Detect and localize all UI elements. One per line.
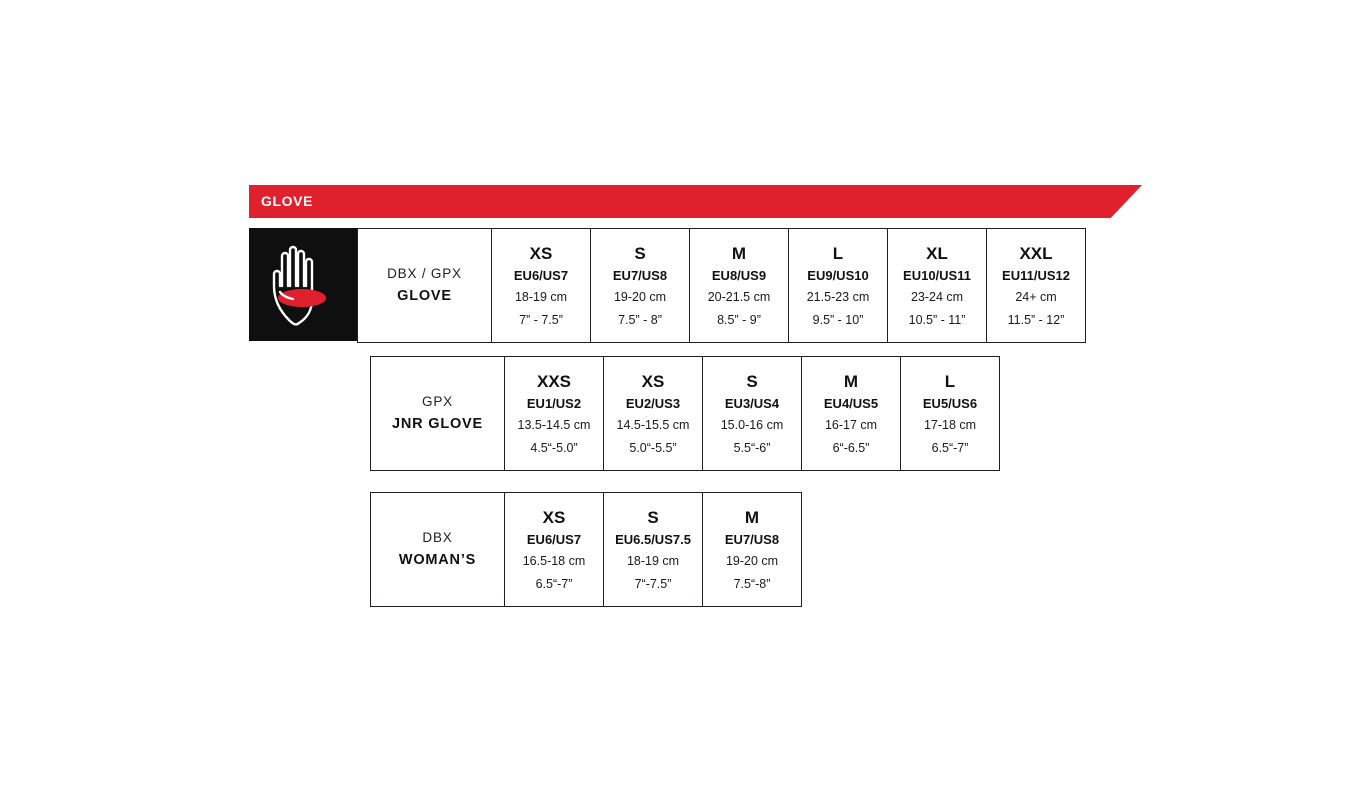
table-row — [358, 229, 1086, 343]
size-inch: 7” - 7.5” — [519, 313, 563, 328]
size-cell-xl — [888, 229, 987, 343]
banner-title: GLOVE — [261, 193, 314, 209]
size-table-gpx-jnr-glove — [370, 356, 1000, 471]
size-cm: 15.0-16 cm — [720, 418, 784, 433]
size-name: L — [944, 371, 956, 391]
size-inch: 6.5“-7” — [931, 441, 969, 456]
row-label-bottom: JNR GLOVE — [392, 415, 483, 432]
size-euus: EU11/US12 — [1002, 268, 1070, 284]
size-inch: 7.5” - 8” — [618, 313, 662, 328]
row-label-top: GPX — [422, 393, 453, 409]
size-cell-s — [703, 357, 802, 471]
size-table-block-dbx-womans — [370, 492, 802, 607]
size-cm: 20-21.5 cm — [707, 290, 771, 305]
size-cell-xs — [505, 493, 604, 607]
size-cell-xxs — [505, 357, 604, 471]
size-cell-s — [591, 229, 690, 343]
size-cell-s — [604, 493, 703, 607]
size-name: S — [634, 243, 646, 263]
size-inch: 9.5” - 10” — [812, 313, 864, 328]
size-euus: EU6.5/US7.5 — [615, 532, 691, 548]
size-name: XXL — [1019, 243, 1053, 263]
size-inch: 6.5“-7” — [535, 577, 573, 592]
size-cm: 14.5-15.5 cm — [616, 418, 690, 433]
table-row — [371, 357, 1000, 471]
size-table-block-dbx-gpx-glove — [249, 228, 1086, 343]
row-label-cell — [358, 229, 492, 343]
size-name: XXS — [536, 371, 572, 391]
size-cm: 18-19 cm — [514, 290, 568, 305]
glove-hand-icon — [249, 228, 357, 341]
size-euus: EU6/US7 — [526, 532, 582, 548]
size-name: M — [731, 243, 747, 263]
size-name: S — [647, 507, 659, 527]
size-cell-m — [690, 229, 789, 343]
size-euus: EU7/US8 — [724, 532, 780, 548]
size-inch: 5.0“-5.5” — [629, 441, 677, 456]
size-name: L — [832, 243, 844, 263]
size-cm: 19-20 cm — [613, 290, 667, 305]
row-label-cell — [371, 357, 505, 471]
size-name: XS — [641, 371, 665, 391]
size-euus: EU3/US4 — [724, 396, 780, 412]
size-cell-xs — [604, 357, 703, 471]
size-name: M — [843, 371, 859, 391]
size-euus: EU6/US7 — [513, 268, 569, 284]
size-inch: 10.5” - 11” — [908, 313, 966, 328]
size-cell-m — [802, 357, 901, 471]
size-euus: EU9/US10 — [807, 268, 869, 284]
row-label-top: DBX — [422, 529, 453, 545]
size-cell-l — [901, 357, 1000, 471]
size-name: XS — [529, 243, 553, 263]
size-table-dbx-gpx-glove — [357, 228, 1086, 343]
banner-shape — [249, 185, 1142, 218]
size-cell-l — [789, 229, 888, 343]
size-euus: EU7/US8 — [612, 268, 668, 284]
size-cm: 17-18 cm — [923, 418, 977, 433]
size-euus: EU8/US9 — [711, 268, 767, 284]
size-inch: 7.5“-8” — [733, 577, 771, 592]
table-row — [371, 493, 802, 607]
size-name: XL — [926, 243, 948, 263]
size-euus: EU4/US5 — [823, 396, 879, 412]
row-label-top: DBX / GPX — [387, 265, 462, 281]
size-cm: 18-19 cm — [626, 554, 680, 569]
row-label-cell — [371, 493, 505, 607]
size-cell-m — [703, 493, 802, 607]
size-cm: 16-17 cm — [824, 418, 878, 433]
size-cm: 21.5-23 cm — [806, 290, 870, 305]
size-cm: 16.5-18 cm — [522, 554, 586, 569]
row-label-bottom: WOMAN’S — [398, 551, 477, 568]
row-label-bottom: GLOVE — [397, 287, 452, 304]
size-euus: EU10/US11 — [903, 268, 971, 284]
glove-banner — [249, 185, 1142, 218]
size-cm: 13.5-14.5 cm — [517, 418, 591, 433]
size-inch: 7“-7.5” — [634, 577, 672, 592]
size-cm: 19-20 cm — [725, 554, 779, 569]
size-cm: 23-24 cm — [910, 290, 964, 305]
size-euus: EU5/US6 — [922, 396, 978, 412]
size-name: XS — [542, 507, 566, 527]
size-cell-xxl — [987, 229, 1086, 343]
size-euus: EU1/US2 — [526, 396, 582, 412]
size-cell-xs — [492, 229, 591, 343]
size-table-block-gpx-jnr-glove — [370, 356, 1000, 471]
size-inch: 5.5“-6” — [733, 441, 771, 456]
size-inch: 6“-6.5” — [832, 441, 870, 456]
size-inch: 11.5” - 12” — [1007, 313, 1065, 328]
size-inch: 8.5” - 9” — [717, 313, 761, 328]
size-table-dbx-womans — [370, 492, 802, 607]
size-name: S — [746, 371, 758, 391]
size-name: M — [744, 507, 760, 527]
size-cm: 24+ cm — [1015, 290, 1057, 305]
size-inch: 4.5“-5.0” — [530, 441, 578, 456]
size-euus: EU2/US3 — [625, 396, 681, 412]
